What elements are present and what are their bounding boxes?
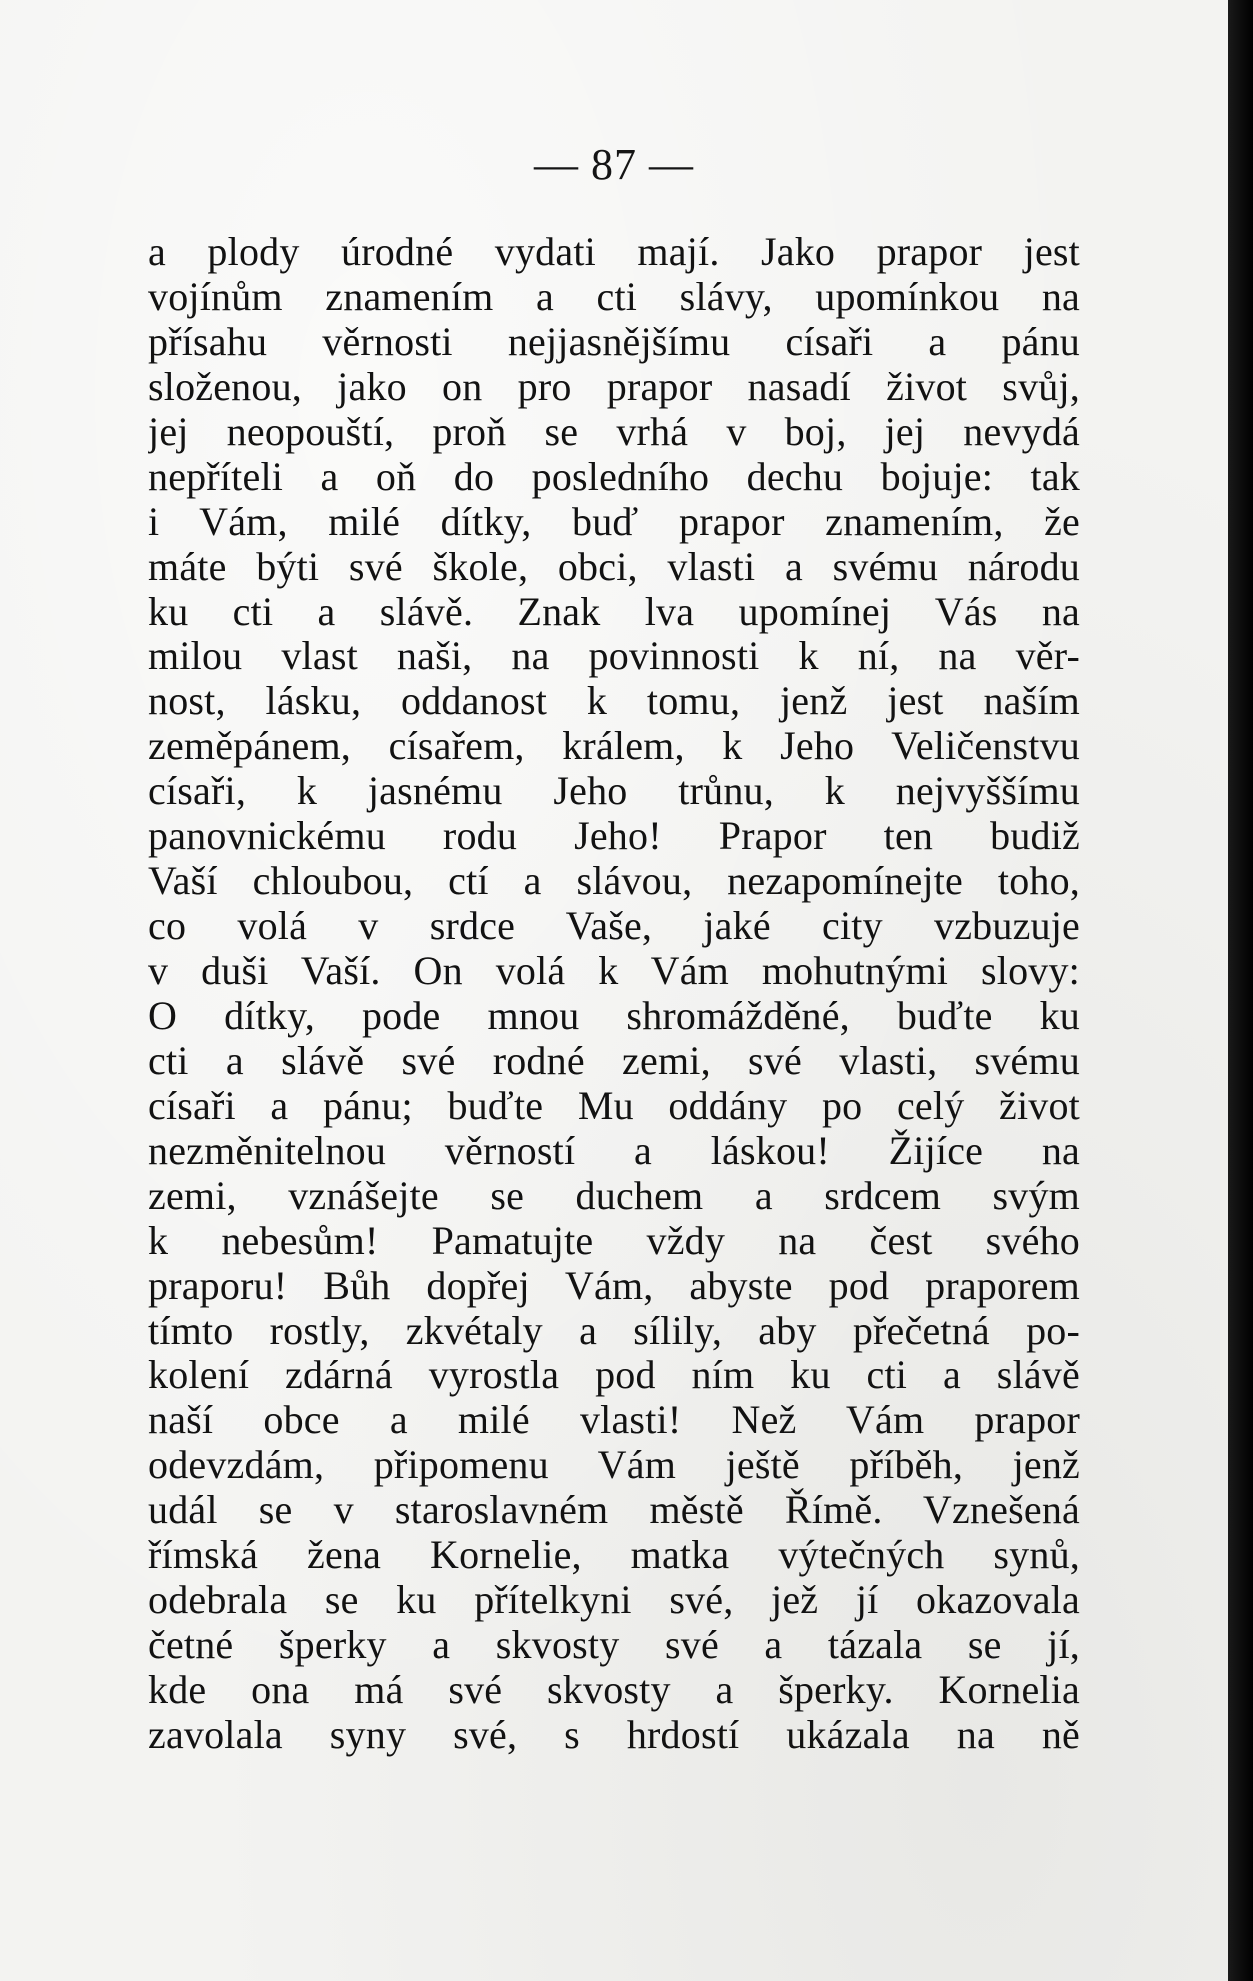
text-line: Vaší chloubou, ctí a slávou, nezapomínejte toho,	[148, 859, 1080, 904]
text-line: naší obce a milé vlasti! Než Vám prapor	[148, 1398, 1080, 1443]
text-line: praporu! Bůh dopřej Vám, abyste pod praporem	[148, 1263, 1080, 1308]
text-line: a plody úrodné vydati mají. Jako prapor jest	[148, 230, 1080, 274]
text-line: nepříteli a oň do posledního dechu bojuje: tak	[148, 454, 1080, 499]
text-line: k nebesům! Pamatujte vždy na čest svého	[148, 1218, 1080, 1263]
text-line: ku cti a slávě. Znak lva upomínej Vás na	[148, 589, 1080, 634]
text-line: jej neopouští, proň se vrhá v boj, jej nevydá	[148, 409, 1080, 454]
text-line: i Vám, milé dítky, buď prapor znamením, že	[148, 499, 1080, 544]
text-line: tímto rostly, zkvétaly a sílily, aby přečetná po-	[148, 1308, 1080, 1353]
text-line: udál se v staroslavném městě Římě. Vznešená	[148, 1488, 1080, 1533]
text-line: co volá v srdce Vaše, jaké city vzbuzuje	[148, 904, 1080, 949]
text-line: milou vlast naši, na povinnosti k ní, na věr-	[148, 634, 1080, 679]
text-line: zeměpánem, císařem, králem, k Jeho Veličenstvu	[148, 724, 1080, 769]
text-line: panovnickému rodu Jeho! Prapor ten budiž	[148, 814, 1080, 859]
text-line: O dítky, pode mnou shromážděné, buďte ku	[148, 993, 1080, 1038]
text-line: kde ona má své skvosty a šperky. Kornelia	[148, 1668, 1080, 1712]
text-line: vojínům znamením a cti slávy, upomínkou na	[148, 274, 1080, 319]
text-line: zemi, vznášejte se duchem a srdcem svým	[148, 1173, 1080, 1218]
text-line: cti a slávě své rodné zemi, své vlasti, svému	[148, 1038, 1080, 1083]
scan-edge	[1228, 0, 1253, 1981]
text-line: nezměnitelnou věrností a láskou! Žijíce na	[148, 1128, 1080, 1173]
text-line: císaři a pánu; buďte Mu oddány po celý život	[148, 1083, 1080, 1128]
text-line: císaři, k jasnému Jeho trůnu, k nejvyššímu	[148, 769, 1080, 814]
text-line: kolení zdárná vyrostla pod ním ku cti a slávě	[148, 1353, 1080, 1398]
text-line: odebrala se ku přítelkyni své, jež jí okazovala	[148, 1578, 1080, 1623]
text-line: v duši Vaší. On volá k Vám mohutnými slovy:	[148, 949, 1080, 993]
text-line: římská žena Kornelie, matka výtečných synů,	[148, 1533, 1080, 1578]
text-line: zavolala syny své, s hrdostí ukázala na ně	[148, 1712, 1080, 1757]
text-line: odevzdám, připomenu Vám ještě příběh, jenž	[148, 1443, 1080, 1488]
text-line: nost, lásku, oddanost k tomu, jenž jest naším	[148, 679, 1080, 724]
text-line: složenou, jako on pro prapor nasadí život svůj,	[148, 364, 1080, 409]
body-text	[148, 230, 1080, 1758]
text-line: četné šperky a skvosty své a tázala se jí,	[148, 1623, 1080, 1668]
text-line: přísahu věrnosti nejjasnějšímu císaři a pánu	[148, 319, 1080, 364]
page-number: — 87 —	[534, 140, 694, 189]
text-line: máte býti své škole, obci, vlasti a svému národu	[148, 544, 1080, 589]
